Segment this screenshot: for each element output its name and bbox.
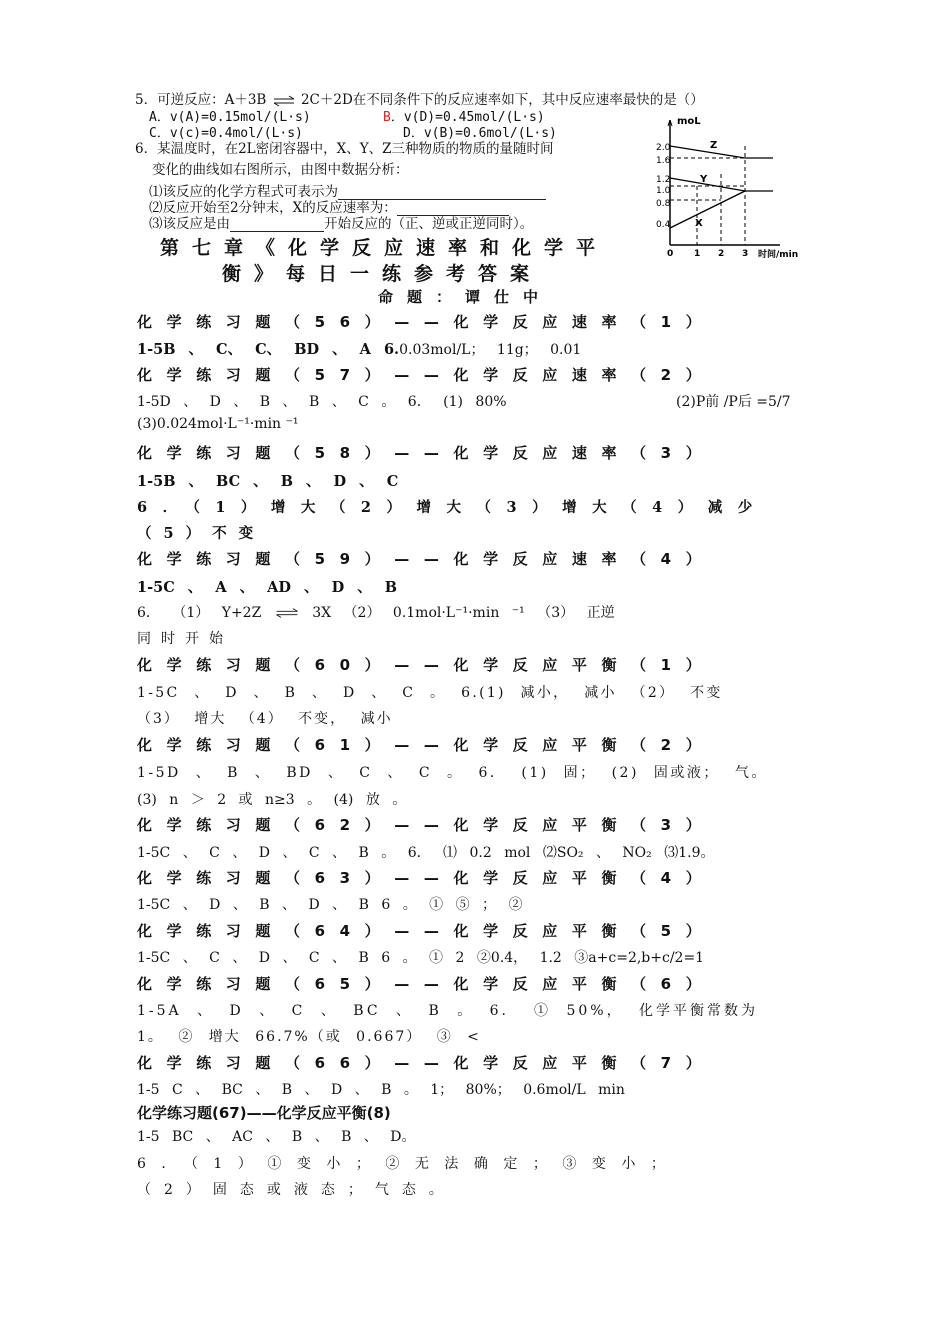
equilibrium-arrow-icon	[274, 607, 300, 619]
section-heading-56: 化学练习题（56）——化学反应速率（1）	[137, 313, 716, 331]
section-59-q6-a: 6． （1） Y+2Z	[137, 605, 262, 621]
q6-sub3	[149, 212, 533, 232]
section-heading-66: 化学练习题（66）——化学反应平衡（7）	[137, 1054, 716, 1072]
section-56-q6: 0.03mol/L； 11g； 0.01	[399, 342, 582, 358]
q6-sub2-text: ⑵反应开始至2分钟末，X的反应速率为：	[149, 200, 397, 216]
section-65-line1: 1-5A 、 D 、 C 、 BC 、 B 。 6． ① 50%， 化学平衡常数为	[137, 1003, 759, 1019]
section-58-q6-cont: （5）不变	[137, 525, 266, 542]
equilibrium-arrow-icon	[271, 95, 297, 107]
section-63-line1: 1-5C 、 D 、 B 、 D 、 B 6 。 ① ⑤ ； ②	[137, 897, 523, 913]
section-heading-61: 化学练习题（61）——化学反应平衡（2）	[137, 736, 716, 754]
section-64-line1: 1-5C 、 C 、 D 、 C 、 B 6 。 ① 2 ②0.4， 1.2 ③a+c=2,b+c/2=1	[137, 950, 705, 966]
section-heading-62: 化学练习题（62）——化学反应平衡（3）	[137, 816, 716, 834]
section-56-mc: 1-5B 、 C、 C、 BD 、 A 6.	[137, 341, 400, 358]
section-heading-59: 化学练习题（59）——化学反应速率（4）	[137, 550, 716, 568]
section-59-q6-b: 3X （2） 0.1mol·L⁻¹·min ⁻¹ （3） 正逆	[312, 605, 615, 621]
x-tick: 0	[667, 249, 674, 259]
y-axis-unit: moL	[677, 116, 701, 127]
moles-vs-time-graph	[655, 110, 815, 265]
y-tick: 1.2	[656, 175, 671, 185]
section-58-mc: 1-5B 、 BC 、 B 、 D 、 C	[137, 473, 399, 490]
q5-option-c: C．v(c)=0.4mol/(L·s)	[149, 126, 303, 141]
y-tick: 0.4	[656, 220, 671, 230]
section-56-answers	[137, 338, 581, 359]
section-65-line2: 1。 ② 增大 66.7%（或 0.667） ③ <	[137, 1029, 481, 1045]
series-label-y: Y	[700, 174, 708, 185]
y-tick: 1.0	[656, 186, 671, 196]
y-tick: 2.0	[656, 143, 671, 153]
section-heading-64: 化学练习题（64）——化学反应平衡（5）	[137, 922, 716, 940]
section-58-q6: 6．（1）增大（2）增大（3）增大（4）减少	[137, 499, 768, 516]
q6-line1: 6．某温度时，在2L密闭容器中，X、Y、Z三种物质的物质的量随时间	[135, 141, 554, 157]
q5-option-d: D．v(B)=0.6mol/(L·s)	[403, 126, 557, 141]
section-57-line1: 1-5D 、 D 、 B 、 B 、 C 。 6． (1) 80%	[137, 394, 507, 410]
section-60-line1: 1-5C 、 D 、 B 、 D 、 C 。 6.(1) 减小， 减小 （2） 不变	[137, 685, 723, 701]
x-tick: 2	[718, 249, 725, 259]
q6-sub3-text-b: 开始反应的（正、逆或正逆同时）。	[324, 216, 534, 232]
section-60-line2: （3） 增大 （4） 不变， 减小	[137, 711, 393, 727]
q6-sub1-text: ⑴该反应的化学方程式可表示为	[149, 184, 338, 200]
section-67-line2: 6．（1）①变小；②无法确定；③变小；	[137, 1156, 681, 1172]
q5-stem-end: 2C＋2D在不同条件下的反应速率如下，其中反应速率最快的是（）	[300, 92, 704, 108]
section-heading-67: 化学练习题(67)——化学反应平衡(8)	[137, 1104, 391, 1122]
q5-option-b-text: ．v(D)=0.45mol/(L·s)	[390, 110, 545, 125]
x-tick: 3	[742, 249, 749, 259]
y-tick: 0.8	[656, 199, 671, 209]
section-heading-57: 化学练习题（57）——化学反应速率（2）	[137, 366, 716, 384]
section-heading-60: 化学练习题（60）——化学反应平衡（1）	[137, 656, 716, 674]
chapter-title-line1: 第七章《化学反应速率和化学平	[160, 237, 609, 259]
section-heading-63: 化学练习题（63）——化学反应平衡（4）	[137, 869, 716, 887]
answer-blank	[230, 217, 324, 232]
q5-option-a: A．v(A)=0.15mol/(L·s)	[149, 110, 311, 125]
q5-option-b-letter: B	[383, 110, 391, 125]
section-57-line2: (3)0.024mol·L⁻¹·min ⁻¹	[137, 416, 299, 432]
section-61-line1: 1-5D 、 B 、 BD 、 C 、 C 。 6． (1) 固； (2) 固或液； 气。	[137, 765, 768, 781]
section-heading-65: 化学练习题（65）——化学反应平衡（6）	[137, 975, 716, 993]
section-66-line1: 1-5 C 、 BC 、 B 、 D 、 B 。 1； 80%； 0.6mol/L min	[137, 1082, 625, 1098]
series-label-z: Z	[710, 140, 718, 151]
series-label-x: X	[695, 218, 703, 229]
section-57-pressure-ratio: (2)P前 /P后 =5/7	[676, 394, 791, 410]
section-59-mc: 1-5C 、 A 、 AD 、 D 、 B	[137, 579, 398, 596]
section-62-line1: 1-5C 、 C 、 D 、 C 、 B 。 6． ⑴ 0.2 mol ⑵SO₂ 、 NO₂ ⑶1.9。	[137, 845, 715, 861]
q5-stem-start: 5．可逆反应：A＋3B	[135, 92, 267, 108]
section-61-line2: (3) n ＞ 2 或 n≥3 。 (4) 放 。	[137, 792, 407, 808]
section-67-line1: 1-5 BC 、 AC 、 B 、 B 、 D。	[137, 1129, 416, 1145]
author-line: 命题：谭仕中	[378, 288, 553, 306]
chapter-title-line2: 衡》每日一练参考答案	[222, 263, 543, 285]
section-67-line3: （2）固态或液态；气态。	[137, 1182, 456, 1198]
x-axis-unit: 时间/min	[758, 250, 799, 260]
section-heading-58: 化学练习题（58）——化学反应速率（3）	[137, 444, 716, 462]
q6-line2: 变化的曲线如右图所示，由图中数据分析：	[152, 162, 409, 178]
q6-sub3-text-a: ⑶该反应是由	[149, 216, 230, 232]
y-tick: 1.6	[656, 156, 671, 166]
section-59-q6-cont: 同时开始	[137, 631, 233, 647]
x-tick: 1	[694, 249, 701, 259]
section-59-q6	[137, 602, 615, 622]
q5-stem	[135, 88, 704, 108]
